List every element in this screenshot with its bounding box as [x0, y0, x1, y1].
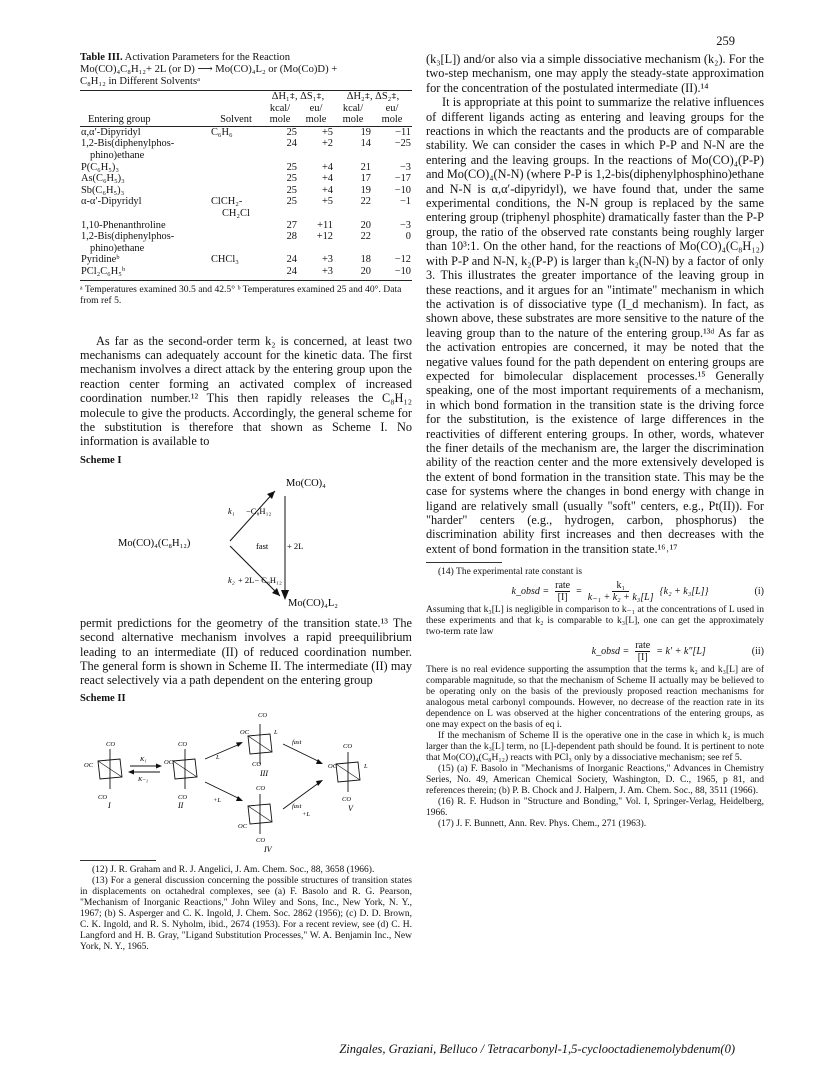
cell-solvent: CHCl₃: [211, 254, 239, 266]
cell-ds1: +3: [321, 254, 333, 266]
cell-dh1: 25: [286, 126, 297, 138]
eq1-i: [I]: [557, 592, 568, 604]
eq1-k1: k₁: [612, 580, 629, 592]
eq1-frac2: [588, 580, 654, 603]
cell-entering-group: α-α′-Dipyridyl: [81, 196, 142, 208]
oc-label: OC: [164, 758, 174, 766]
cell-dh1: [262, 150, 298, 162]
cell-dh1: 25: [286, 184, 297, 196]
cell-dh2: 14: [360, 138, 371, 150]
eq2-rhs: = k′ + k″[L]: [656, 646, 706, 658]
scheme1-arrow-down: [230, 546, 280, 596]
co-label: CO: [258, 711, 268, 719]
oc-label: OC: [328, 762, 338, 770]
eq2-frac: [635, 640, 650, 663]
cell-dh2: [334, 150, 372, 162]
cell-ds1: [298, 243, 334, 255]
header-unit: eu/: [309, 102, 323, 114]
co-label: CO: [256, 836, 266, 844]
cell-dh2: 17: [360, 173, 371, 185]
cell-dh2: 18: [360, 254, 371, 266]
cell-ds1: +2: [321, 138, 333, 150]
arrow-to-iii: [205, 744, 240, 759]
cell-ds1: [298, 208, 334, 220]
cell-dh2: [334, 243, 372, 255]
cell-ds2: −3: [399, 161, 411, 173]
header-mole: mole: [298, 114, 334, 126]
cell-entering-group: phino)ethane: [90, 242, 145, 254]
cell-solvent: [210, 185, 262, 197]
header-mole: mole: [372, 114, 412, 126]
scheme2-label: Scheme II: [80, 692, 126, 704]
footnote-15: (15) (a) F. Basolo in "Mechanisms of Inorganic Reactions," Advances in Chemistry Series, No. 49, American Chemical Society, Washington, D. C., 1965, p 81, and references therein; (b) P. B. Chock and J. Halpern, J. Am. Chem. Soc., 88, 3511 (1966).: [426, 764, 764, 797]
oc-label: OC: [240, 728, 250, 736]
cell-solvent: C₆H₆: [211, 126, 233, 138]
plus-l-label: +L: [213, 796, 222, 804]
cell-ds2: −25: [394, 138, 411, 150]
co-label: CO: [252, 760, 262, 768]
arrowhead: [156, 763, 162, 768]
cell-dh2: [334, 208, 372, 220]
equation-i: k_obsd = rate [I] = $\frac{\text{k₁}}{\text{k₋₁ + k₂ + k₃[L]}}$ {k₂ + k₃[L]} (i): [511, 580, 764, 604]
cell-ds2: −11: [395, 126, 411, 138]
cell-ds1: +3: [298, 266, 334, 280]
cell-dh1: [262, 243, 298, 255]
co-label: CO: [98, 793, 108, 801]
equation-ii: [426, 640, 764, 663]
label-i: I: [108, 800, 111, 810]
right-paragraph-0: (k₃[L]) and/or also via a simple dissociative mechanism (k₂). For the two-step mechanism, one may apply the steady-state approximation for the concentration of the postulated intermediate (II).¹⁴: [426, 52, 764, 95]
label-v: V: [348, 803, 353, 813]
header-unit: kcal/: [269, 102, 291, 114]
cell-ds2: [372, 150, 412, 162]
table-row: [80, 243, 412, 255]
scheme1-bottom: Mo(CO)₄L₂: [288, 597, 338, 609]
k-1-label: K₋₁: [138, 775, 149, 783]
table-row: [80, 173, 412, 185]
cell-entering-group: 1,2-Bis(diphenylphos-: [81, 231, 175, 243]
oc-label: OC: [84, 761, 94, 769]
left-paragraph-2: [80, 616, 412, 688]
cell-ds2: −17: [394, 173, 411, 185]
eq1-denom: k₋₁ + k₂ + k₃[L]: [587, 592, 654, 604]
cell-solvent: [210, 150, 262, 162]
header-solvent: Solvent: [210, 114, 262, 126]
right-paragraph-1: It is appropriate at this point to summarize the relative influences of different ligands acting as entering and leaving groups for the reactions in which the reactants and the products are of comparable stability. We can consider the cases in which P-P and N-N are the entering and the leaving groups. In the reactions of Mo(CO)₄(P-P) and Mo(CO)₄(N-N) (where P-P is 1,2-bis(diphenylphosphino)ethane and N-N is α,α′-dipyridyl), we have found that, under the same experimental conditions, the N-N group is replaced by the same entering group (triphenyl phosphite) dramatically faster than the P-P group, the ratio of the observed rate constants being roughly larger than 10³:1. On the other hand, for the reactions of Mo(CO)₄(C₈H₁₂) with P-P and N-N, k₂(P-P) is larger than k₂(N-N) by a factor of only 3. This illustrates the greater importance of the leaving group in these reactions, and it argues for an "intimate" mechanism in which the activation is of dissociative type (I_d mechanism). In fact, as shown above, these substrates are more sensitive to the nature of the leaving group than to the nature of the entering group.¹³ᵈ As far as the activation entropies are concerned, it may be noted that the negative values found for the path dependent on entering groups are expected for bimolecular displacement processes.¹⁵ Generally speaking, one of the most important requirements of a mechanism, in which bond formation in the transition state is the driving force for the substitution, is the existence of large differences in the reactivities of different entering groups. In other, words, whatever the finer details of the mechanism are, the larger the discrimination ability of the reaction center and the more extensively developed is the extent of bond formation in the transition state. This may be the case for systems where the changes in bond energy with change in ligand are relatively small (usually "soft" centers, e.g., Pt(II)). For "harder" centers (e.g., hydrogen, carbon, phosphorus) the discrimination ability first increases and then decreases with the extent of bond formation in the transition state.¹⁶˒¹⁷: [426, 95, 764, 556]
cell-entering-group: Pyridineᵇ: [81, 254, 120, 266]
cell-dh1: 28: [286, 231, 297, 243]
table-caption-line3: C₈H₁₂ in Different Solventsᵃ: [80, 76, 201, 87]
table-row: [80, 196, 412, 208]
right-footnotes: [426, 567, 764, 830]
footnote-13: (13) For a general discussion concerning the possible structures of transition states in displacements on octahedral complexes, see (a) F. Basolo and R. G. Pearson, "Mechanism of Inorganic Reactions," John Wiley and Sons, Inc., New York, N. Y., 1967; (b) S. Asperger and C. K. Ingold, J. Chem. Soc. 2862 (1956); (c) D. D. Brown, C. K. Ingold, and R. S. Nyholm, ibid., 2674 (1953). For a recent review, see (d) C. H. Langford and H. B. Gray, "Ligand Substitution Processes," W. A. Benjamin Inc., New York, N. Y., 1965.: [80, 875, 412, 952]
cell-ds2: [372, 208, 412, 220]
right-body: [426, 52, 764, 556]
cell-entering-group: P(C₆H₅)₃: [81, 161, 120, 173]
plus-l-label: +L: [302, 810, 311, 818]
header-mole: mole: [334, 114, 372, 126]
l-label: L: [274, 728, 278, 736]
label-iv: IV: [264, 844, 272, 854]
co-label: CO: [256, 784, 266, 792]
cell-dh1: [262, 208, 298, 220]
header-group2: ΔH₂⧧, ΔS₂⧧,: [334, 91, 412, 103]
page-number: 259: [716, 34, 735, 48]
cell-solvent: [210, 173, 262, 185]
k1-label: K₁: [140, 755, 147, 763]
cell-dh1: 25: [286, 196, 297, 208]
co-label: CO: [343, 742, 353, 750]
cell-entering-group: 1,10-Phenanthroline: [81, 219, 166, 231]
table-caption-label: Table III.: [80, 52, 123, 63]
eq1-lhs: k_obsd =: [511, 586, 550, 598]
scheme1-lower-label: + 2L− C₈H₁₂: [238, 574, 282, 585]
label-iii: III: [260, 768, 268, 778]
co-label: CO: [342, 795, 352, 803]
cell-solvent: [210, 266, 262, 280]
arrowhead: [236, 796, 243, 801]
co-label: CO: [178, 793, 188, 801]
eq1-number: (i): [754, 586, 764, 598]
cell-ds2: −3: [399, 219, 411, 231]
scheme1-arrow-up: [230, 491, 275, 541]
scheme1-k2: k₂: [228, 574, 235, 585]
arrowhead: [267, 491, 275, 499]
cell-ds2: −10: [394, 184, 411, 196]
cell-ds1: +11: [317, 219, 333, 231]
table-row: [80, 150, 412, 162]
eq2-number: (ii): [751, 646, 764, 658]
cell-solvent: CH₂Cl: [222, 207, 250, 219]
table-row: [80, 208, 412, 220]
table-caption-line2: Mo(CO)₄C₈H₁₂+ 2L (or D) ⟶ Mo(CO)₄L₂ or (Mo(Co)D) +: [80, 64, 338, 75]
cell-entering-group: 1,2-Bis(diphenylphos-: [81, 138, 175, 150]
running-footer: Zingales, Graziani, Belluco / Tetracarbonyl-1,5-cyclooctadienemolybdenum(0): [339, 1042, 735, 1056]
footnote-14-end2: If the mechanism of Scheme II is the operative one in the case in which k₂ is much larger than the k₃[L] term, no [L]-dependent path should be found. It is pertinent to note that Mo(CO)₄(C₈H₁₂) reacts with PCl₃ only by a dissociative mechanism; see ref 5.: [426, 731, 764, 764]
cell-entering-group: Sb(C₆H₅)₃: [81, 184, 125, 196]
header-mole: mole: [262, 114, 298, 126]
cell-solvent: [210, 162, 262, 174]
cell-dh1: 25: [286, 161, 297, 173]
oc-label: OC: [238, 822, 248, 830]
footnote-14-mid: Assuming that k₃[L] is negligible in comparison to k₋₁ at the concentrations of L used in these experiments and that k₂ is comparable to k₃[L], one can get the approximately two-term rate law: [426, 605, 764, 638]
cell-ds1: +5: [321, 196, 333, 208]
eq2-i: [I]: [637, 652, 648, 664]
arrow-iv-v: [283, 782, 320, 809]
footnote-14-end: There is no real evidence supporting the assumption that the terms k₂ and k₃[L] are of comparable magnitude, so that the mechanism of Scheme II actually may be believed to be operating only on the basis of the previously proposed reaction mechanisms for analogous metal carbonyl compounds. However, no decrease of the reaction rate in its dependence on L was observed at the higher concentrations of the entering groups, as one may expect on the basis of eq i.: [426, 665, 764, 731]
scheme1-left: Mo(CO)₄(C₈H₁₂): [118, 537, 191, 549]
scheme1-minus-c8h12: −C₈H₁₂: [246, 505, 272, 516]
table-caption-line1: Activation Parameters for the Reaction: [124, 52, 290, 63]
header-entering-group: Entering group: [80, 114, 210, 126]
cell-ds1: +4: [321, 161, 333, 173]
cell-dh2: 19: [360, 184, 371, 196]
table-row: [80, 254, 412, 266]
cell-ds2: −1: [399, 196, 411, 208]
footnote-17: (17) J. F. Bunnett, Ann. Rev. Phys. Chem., 271 (1963).: [438, 819, 647, 830]
scheme1-label: Scheme I: [80, 454, 122, 466]
arrow-iii-v: [283, 744, 320, 762]
cell-ds1: +12: [316, 231, 333, 243]
table-caption: [80, 52, 412, 88]
paragraph-text: permit predictions for the geometry of the transition state.¹³ The second alternative mechanism involves a rapid preequilibrium leading to an intermediate (II) of reduced coordination number. The general form is shown in Scheme II. The intermediate (II) may react selectively via a path dependent on the entering group: [80, 615, 412, 688]
scheme1-fast: fast: [256, 540, 269, 551]
activation-table: [80, 90, 412, 281]
cell-ds2: [372, 243, 412, 255]
cell-dh2: 22: [360, 231, 371, 243]
footnote-rule: [80, 860, 156, 861]
cell-dh2: 20: [334, 266, 372, 280]
eq1-frac1: [555, 580, 570, 603]
co-label: CO: [106, 740, 116, 748]
eq2-lhs: k_obsd =: [591, 646, 630, 658]
left-column: [80, 52, 412, 953]
footnote-14-intro: (14) The experimental rate constant is: [438, 567, 583, 578]
cell-ds2: −10: [372, 266, 412, 280]
l-label: L: [216, 753, 220, 761]
table-row: [80, 220, 412, 232]
paragraph-text: As far as the second-order term k₂ is concerned, at least two mechanisms can adequately account for the kinetic data. The first mechanism involves a direct attack by the entering group upon the reaction center forming an activated complex of increased coordination number.¹² This then rapidly releases the C₈H₁₂ molecule to give the products. Accordingly, the general scheme for the substitution is therefore that shown as Scheme I. No information is available to: [80, 333, 412, 449]
arrowhead: [128, 769, 134, 774]
cell-solvent: [210, 220, 262, 232]
table-row: [80, 231, 412, 243]
arrow-to-iv: [205, 782, 240, 799]
cell-entering-group: phino)ethane: [90, 149, 145, 161]
cell-dh2: 20: [360, 219, 371, 231]
cell-entering-group: α,α′-Dipyridyl: [81, 126, 141, 138]
l-label: L: [364, 762, 368, 770]
cell-dh2: 19: [360, 126, 371, 138]
cell-entering-group: As(C₆H₅)₃: [81, 173, 125, 185]
scheme2-diagram: [80, 704, 412, 854]
cell-solvent: [210, 138, 262, 150]
scheme1-plus2l: + 2L: [287, 540, 304, 551]
co-label: CO: [178, 740, 188, 748]
cell-dh2: 22: [360, 196, 371, 208]
arrowhead: [316, 780, 323, 786]
cell-ds1: [298, 150, 334, 162]
table-footnote: ᵃ Temperatures examined 30.5 and 42.5° ᵇ Temperatures examined 25 and 40°. Data from ref 5.: [80, 283, 402, 306]
cell-solvent: ClCH₂-: [211, 196, 243, 208]
footnote-rule: [426, 562, 502, 563]
cell-ds1: +4: [321, 173, 333, 185]
scheme1-top: Mo(CO)₄: [286, 477, 326, 489]
left-paragraph-1: [80, 334, 412, 449]
eq1-rate: rate: [555, 580, 571, 592]
cell-ds2: −12: [394, 254, 411, 266]
cell-dh1: 24: [262, 266, 298, 280]
fast-label: fast: [292, 802, 302, 810]
cell-solvent: [210, 243, 262, 255]
scheme1-k1: k₁: [228, 505, 235, 516]
arrowhead: [316, 759, 323, 764]
right-column: [426, 52, 764, 830]
cell-dh2: 21: [360, 161, 371, 173]
table-row: [80, 185, 412, 197]
header-unit: kcal/: [342, 102, 364, 114]
cell-ds1: +4: [321, 184, 333, 196]
table-row: [80, 138, 412, 150]
cell-dh1: 25: [286, 173, 297, 185]
header-group1: ΔH₁⧧, ΔS₁⧧,: [262, 91, 334, 103]
eq1-rhs: {k₂ + k₃[L]}: [659, 586, 709, 598]
cell-ds1: +5: [321, 126, 333, 138]
arrowhead: [236, 742, 243, 747]
label-ii: II: [178, 800, 184, 810]
fast-label: fast: [292, 738, 302, 746]
cell-dh1: 24: [286, 254, 297, 266]
footnote-12: (12) J. R. Graham and R. J. Angelici, J. Am. Chem. Soc., 88, 3658 (1966).: [92, 864, 375, 875]
cell-dh1: 24: [286, 138, 297, 150]
left-footnotes: [80, 865, 412, 953]
cell-dh1: 27: [286, 219, 297, 231]
cell-ds2: 0: [405, 231, 411, 243]
header-unit: eu/: [385, 102, 399, 114]
table-row: [80, 266, 412, 280]
table-row: [80, 126, 412, 138]
cell-entering-group: PCl₂C₆H₅ᵇ: [80, 266, 210, 280]
scheme1-diagram: [80, 466, 412, 616]
footnote-16: (16) R. F. Hudson in "Structure and Bonding," Vol. I, Springer-Verlag, Heidelberg, 1966.: [426, 797, 764, 819]
cell-entering-group: [80, 208, 210, 220]
table-row: [80, 162, 412, 174]
eq2-rate: rate: [635, 640, 651, 652]
cell-solvent: [210, 231, 262, 243]
